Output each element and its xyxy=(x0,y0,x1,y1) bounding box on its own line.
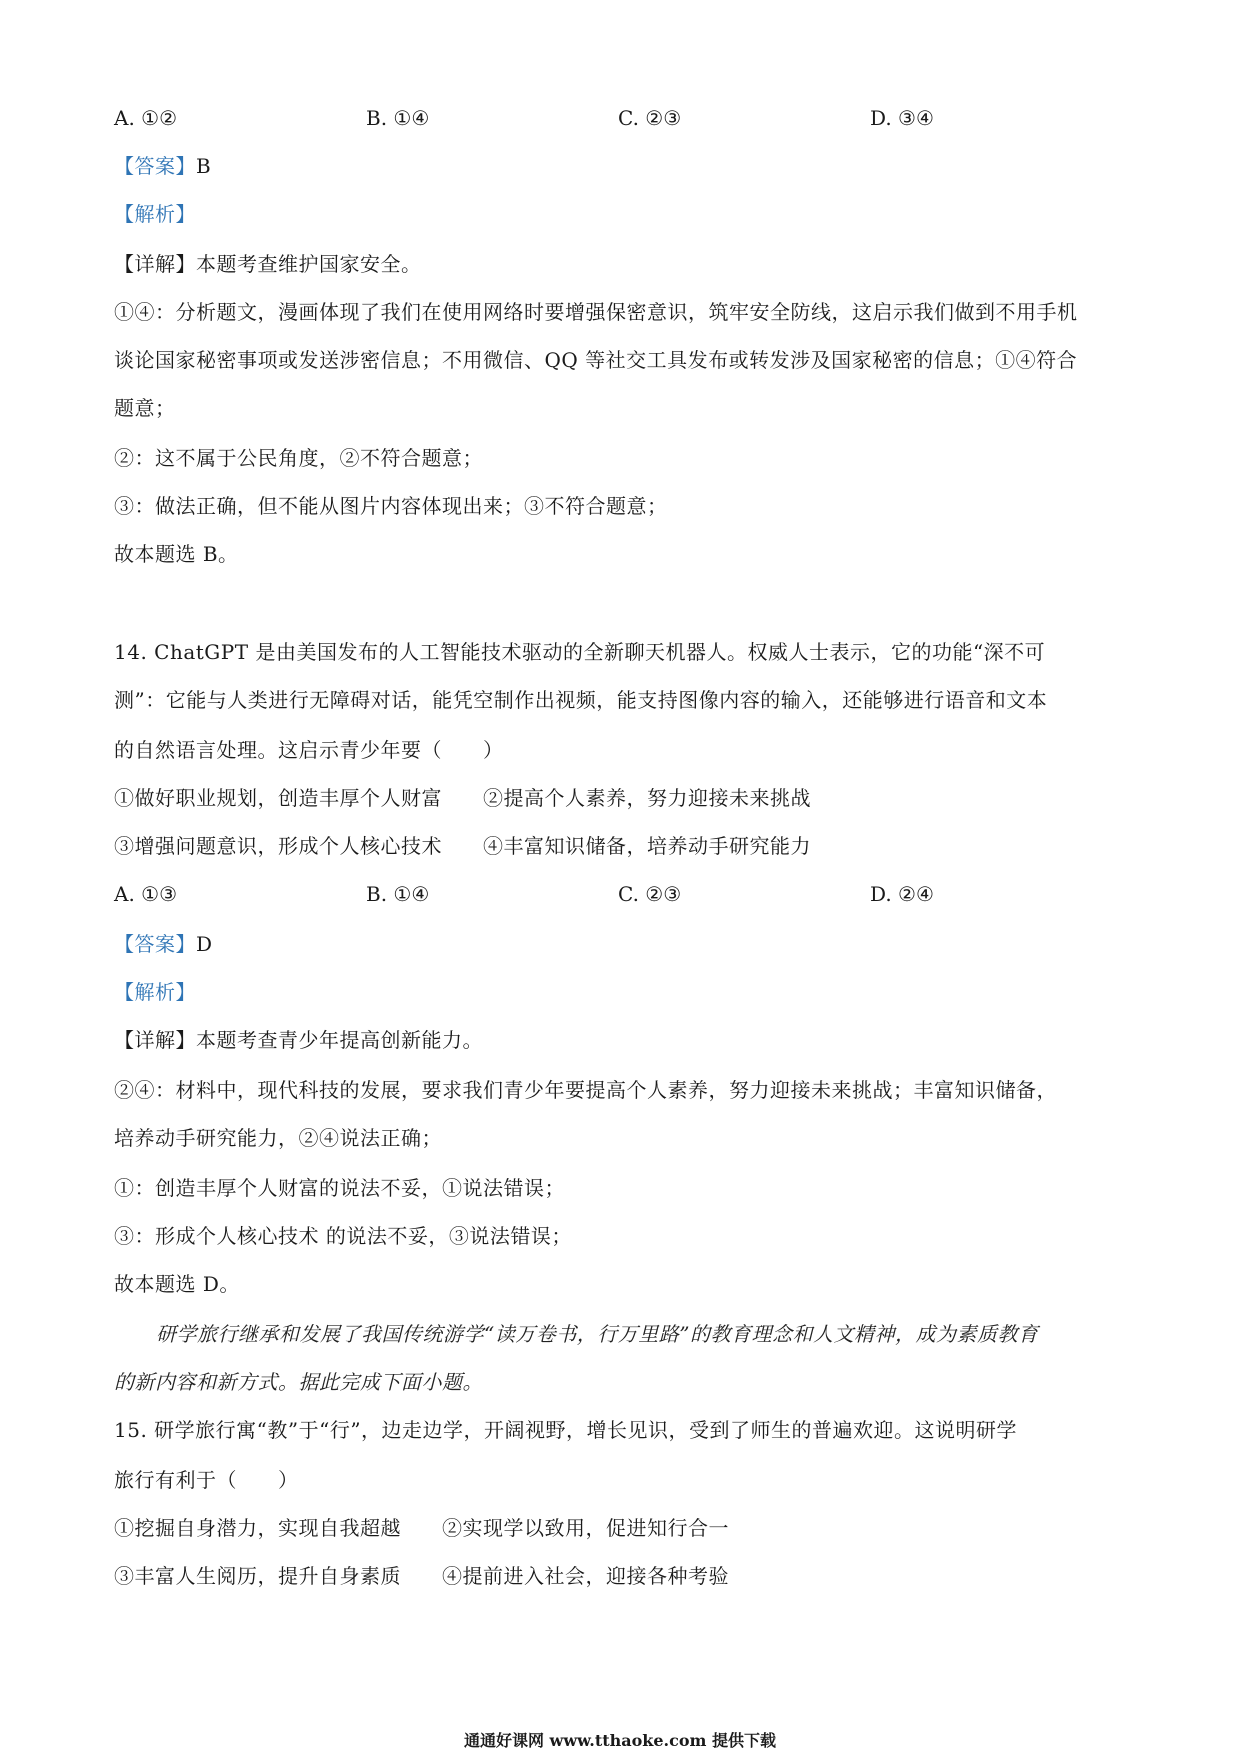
q13-line: 故本题选 B。 xyxy=(114,542,239,566)
q13-analysis-tag: 【解析】 xyxy=(114,202,196,226)
q14-line: ③：形成个人核心技术 的说法不妥，③说法错误； xyxy=(114,1224,572,1248)
q13-detail: 【详解】本题考查维护国家安全。 xyxy=(114,252,422,276)
q14-line: 故本题选 D。 xyxy=(114,1272,240,1296)
q15-stem: 旅行有利于（ ） xyxy=(114,1468,299,1492)
q14-answer xyxy=(114,930,213,958)
q14-choice: ③增强问题意识，形成个人核心技术 ④丰富知识储备，培养动手研究能力 xyxy=(114,834,811,858)
page-footer: 通通好课网 www.tthaoke.com 提供下载 xyxy=(463,1731,777,1750)
q15-stem: 15. 研学旅行寓“教”于“行”，边走边学，开阔视野，增长见识，受到了师生的普遍欢迎。这说明研学 xyxy=(114,1418,1018,1442)
answer-value: D xyxy=(196,932,213,956)
material-line: 的新内容和新方式。据此完成下面小题。 xyxy=(114,1370,483,1394)
q14-line: ②④：材料中，现代科技的发展，要求我们青少年要提高个人素养，努力迎接未来挑战；丰富知识储备， xyxy=(114,1078,1057,1102)
q15-choice: ①挖掘自身潜力，实现自我超越 ②实现学以致用，促进知行合一 xyxy=(114,1516,729,1540)
q15-choice: ③丰富人生阅历，提升自身素质 ④提前进入社会，迎接各种考验 xyxy=(114,1564,729,1588)
answer-tag: 【答案】 xyxy=(114,932,196,956)
q14-option-d: D. ②④ xyxy=(870,882,934,906)
q13-option-b: B. ①④ xyxy=(366,106,430,130)
q13-answer xyxy=(114,152,211,180)
q14-choice: ①做好职业规划，创造丰厚个人财富 ②提高个人素养，努力迎接未来挑战 xyxy=(114,786,811,810)
q14-stem: 14. ChatGPT 是由美国发布的人工智能技术驱动的全新聊天机器人。权威人士表示，它的功能“深不可 xyxy=(114,640,1046,664)
q14-option-a: A. ①③ xyxy=(114,882,178,906)
q14-analysis-tag: 【解析】 xyxy=(114,980,196,1004)
answer-tag: 【答案】 xyxy=(114,154,196,178)
q14-option-b: B. ①④ xyxy=(366,882,430,906)
q14-line: 培养动手研究能力，②④说法正确； xyxy=(114,1126,442,1150)
answer-value: B xyxy=(196,154,212,178)
q14-detail: 【详解】本题考查青少年提高创新能力。 xyxy=(114,1028,483,1052)
q13-option-c: C. ②③ xyxy=(618,106,682,130)
q13-line: 题意； xyxy=(114,396,176,420)
q14-option-c: C. ②③ xyxy=(618,882,682,906)
q14-stem: 测”：它能与人类进行无障碍对话，能凭空制作出视频，能支持图像内容的输入，还能够进行语音和文本 xyxy=(114,688,1048,712)
q13-option-a: A. ①② xyxy=(114,106,178,130)
q13-option-d: D. ③④ xyxy=(870,106,934,130)
q14-stem: 的自然语言处理。这启示青少年要（ ） xyxy=(114,738,504,762)
material-line: 研学旅行继承和发展了我国传统游学“读万卷书，行万里路”的教育理念和人文精神，成为素质教育 xyxy=(156,1322,1039,1346)
q13-line: ②：这不属于公民角度，②不符合题意； xyxy=(114,446,483,470)
q13-line: ①④：分析题文，漫画体现了我们在使用网络时要增强保密意识，筑牢安全防线，这启示我们做到不用手机 xyxy=(114,300,1078,324)
q13-line: 谈论国家秘密事项或发送涉密信息；不用微信、QQ 等社交工具发布或转发涉及国家秘密的信息；①④符合 xyxy=(114,348,1078,372)
q14-line: ①：创造丰厚个人财富的说法不妥，①说法错误； xyxy=(114,1176,565,1200)
q13-line: ③：做法正确，但不能从图片内容体现出来；③不符合题意； xyxy=(114,494,668,518)
